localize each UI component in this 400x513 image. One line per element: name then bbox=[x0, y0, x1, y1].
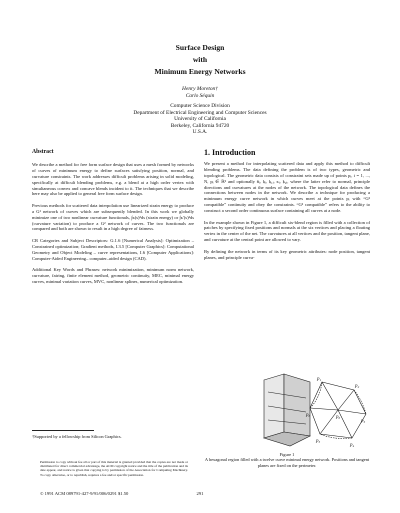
node-label-p1: p₂ bbox=[355, 384, 360, 389]
copyright-notice: © 1991 ACM 089791-427-9/91/006/0291 $1.50 bbox=[40, 491, 129, 496]
authors bbox=[0, 86, 400, 101]
affiliation-line: U.S.A. bbox=[192, 129, 208, 136]
affiliation-line: Computer Science Division bbox=[170, 103, 230, 109]
node-label-p4: p₅ bbox=[316, 439, 321, 444]
intro-paragraph: In the example shown in Figure 1, a difficult six-blend region is filled with a collection of patches by specifying fixed positions and normals at the six vertices and placing a floating vertex in the center of the net. The curvatures at all vertices and the position, tangent plane, and curvature at the central point are allowed to vary. bbox=[204, 219, 370, 243]
node-label-center: p₀ bbox=[336, 415, 341, 420]
right-column bbox=[204, 150, 370, 266]
abstract-paragraph: Previous methods for scattered data interpolation use linearized strain energy to produce a G¹ network of curves which are subsequently blended. In this work we globally minimize one of two nonlinear curvature functionals, ∫κ(s)²ds (strain energy) or ∫κ'(s)²ds (curvature variation) to produce a G² network of curves. The two functionals are compared and both are shown to result in a high degree of fairness. bbox=[32, 202, 194, 232]
curve-network bbox=[310, 382, 366, 439]
blend-solid bbox=[264, 374, 310, 446]
affiliation bbox=[0, 103, 400, 136]
affiliation-line: Berkeley, California 94720 bbox=[170, 122, 230, 129]
abstract-paragraph: We describe a method for free form surface design that uses a mesh formed by networks of curves of minimum energy to define surfaces satisfying position, normal, and curvature constraints. The work addresses difficult problems arising in solid modeling, specifically at difficult blending problems, e.g. a blend at a high order vertex with simultaneous convex and concave blends incident to it. The techniques that we describe here may also be applied to general free form surface design. bbox=[32, 161, 194, 197]
affiliation-line: Department of Electrical Engineering and Computer Sciences bbox=[133, 109, 267, 116]
abstract-paragraph: Additional Key Words and Phrases: network minimization, minimum norm network, curvature, fairing, finite element method, geometric continuity, MEC, minimal energy curves, minimal variation curves, MVC, nonlinear splines, numerical optimization. bbox=[32, 267, 194, 284]
intro-paragraph: We present a method for interpolating scattered data and apply this method to difficult blending problems. The data defining the problem is of two types, geometric and topological. The geometric data consists of constraint sets made up of points pᵢ, i = 1, ..., N, pᵢ ∈ ℝ³ and optionally ñᵢ, ḳᵢ, ḳ₁ᵢ, κᵢ, ḳ₂ᵢ, where the latter refer to normal, principle directions and curvatures at the nodes of the network. The topological data defines the connections between nodes in the network. We describe a technique for producing a minimum energy curve network in which curves meet at the points pᵢ with “G² compatible” continuity and obey the constraints. “G² compatible” refers to the ability to construct a second order continuous surface containing all curves at a node. bbox=[204, 160, 370, 214]
affiliation-line: University of California bbox=[174, 116, 226, 123]
abstract-paragraph: CR Categories and Subject Descriptors: G.1.6 [Numerical Analysis]: Optimization – Constrained optimization; Gradient methods, I.3.5 [Computer Graphics]: Computational Geometry and Object Modeling – curve representations, I.6 [Computer Applications]: Computer-Aided Engineering– computer–aided design (CAD). bbox=[32, 237, 194, 261]
node-label-p2: p₃ bbox=[361, 419, 366, 424]
intro-heading: 1. Introduction bbox=[204, 148, 256, 157]
figure-caption-text: A hexagonal region filled with a twelve curve minimal energy network. Positions and tangent planes are fixed on the perimeter. bbox=[204, 457, 370, 468]
title-line: with bbox=[192, 55, 208, 64]
figure-title: Figure 1 bbox=[279, 452, 295, 457]
author: Carlo Séquin bbox=[185, 93, 215, 100]
node-label-p0: p₁ bbox=[317, 377, 322, 382]
figure-network-diagram bbox=[262, 372, 370, 450]
author: Henry Moreton† bbox=[182, 86, 218, 92]
footnote: †Supported by a fellowship from Silicon Graphics. bbox=[32, 434, 122, 439]
page-number: 291 bbox=[196, 491, 204, 496]
node-label-p5: p₆ bbox=[306, 413, 311, 418]
figure-caption bbox=[204, 452, 370, 468]
paper-title bbox=[0, 42, 400, 78]
abstract-heading: Abstract bbox=[32, 149, 54, 155]
node-label-p3: p₄ bbox=[350, 443, 355, 448]
footnote-rule bbox=[32, 430, 94, 431]
left-column bbox=[32, 150, 194, 290]
title-line: Surface Design bbox=[175, 43, 225, 52]
permission-notice: Permission to copy without fee all or part of this material is granted provided that the copies are not made or distributed for direct commercial advantage, the ACM copyright notice and the title of the publication and its date appear, and notice is given that copying is by permission of the Association for Computing Machinery. To copy otherwise, or to republish, requires a fee and/or specific permission. bbox=[40, 460, 188, 477]
intro-paragraph: By defining the network in terms of its key geometric attributes: node position, tangent planes, and principle curva- bbox=[204, 248, 370, 260]
title-line: Minimum Energy Networks bbox=[154, 67, 246, 76]
